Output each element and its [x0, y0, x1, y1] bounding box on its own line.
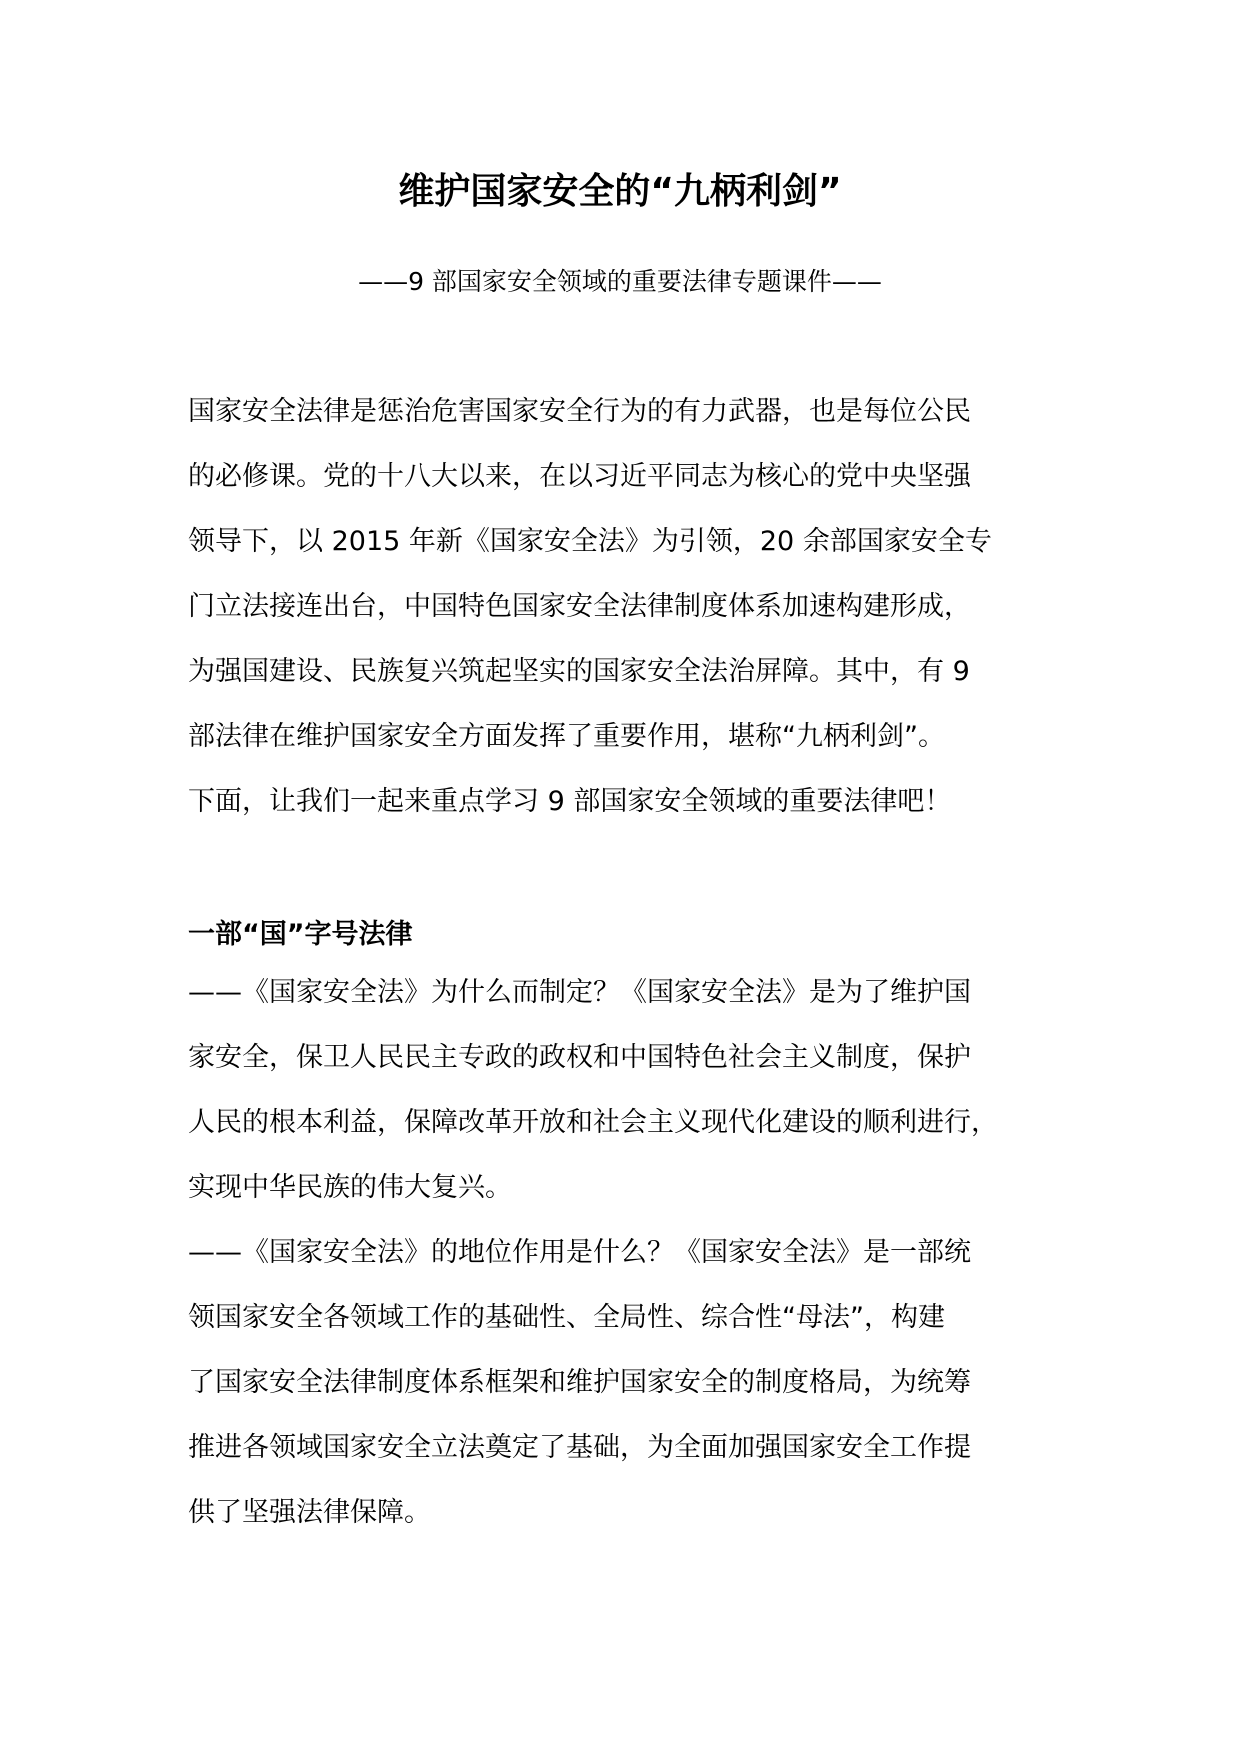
intro-line: 的必修课。党的十八大以来，在以习近平同志为核心的党中央坚强: [188, 461, 971, 492]
section-line: ——《国家安全法》的地位作用是什么？《国家安全法》是一部统: [188, 1237, 971, 1268]
intro-line: 部法律在维护国家安全方面发挥了重要作用，堪称“九柄利剑”。: [188, 721, 945, 752]
section-line: 供了坚强法律保障。: [188, 1497, 431, 1528]
section-body: [188, 960, 1088, 1545]
section-line: ——《国家安全法》为什么而制定？《国家安全法》是为了维护国: [188, 977, 971, 1008]
section-line: 实现中华民族的伟大复兴。: [188, 1172, 512, 1203]
document-title: 维护国家安全的“九柄利剑”: [398, 171, 842, 212]
section-line: 推进各领域国家安全立法奠定了基础，为全面加强国家安全工作提: [188, 1432, 971, 1463]
intro-paragraph: [188, 379, 1088, 834]
intro-line: 领导下，以 2015 年新《国家安全法》为引领，20 余部国家安全专: [188, 526, 992, 557]
intro-line: 门立法接连出台，中国特色国家安全法律制度体系加速构建形成，: [188, 591, 971, 622]
section-line: 了国家安全法律制度体系框架和维护国家安全的制度格局，为统筹: [188, 1367, 971, 1398]
intro-line: 为强国建设、民族复兴筑起坚实的国家安全法治屏障。其中，有 9: [188, 656, 970, 687]
document-subtitle: ——9 部国家安全领域的重要法律专题课件——: [358, 267, 882, 296]
section-line: 人民的根本利益，保障改革开放和社会主义现代化建设的顺利进行，: [188, 1107, 998, 1138]
intro-line: 国家安全法律是惩治危害国家安全行为的有力武器，也是每位公民: [188, 396, 971, 427]
section-line: 家安全，保卫人民民主专政的政权和中国特色社会主义制度，保护: [188, 1042, 971, 1073]
intro-line: 下面，让我们一起来重点学习 9 部国家安全领域的重要法律吧！: [188, 786, 952, 817]
section-heading: 一部“国”字号法律: [188, 919, 413, 950]
section-line: 领国家安全各领域工作的基础性、全局性、综合性“母法”，构建: [188, 1302, 945, 1333]
